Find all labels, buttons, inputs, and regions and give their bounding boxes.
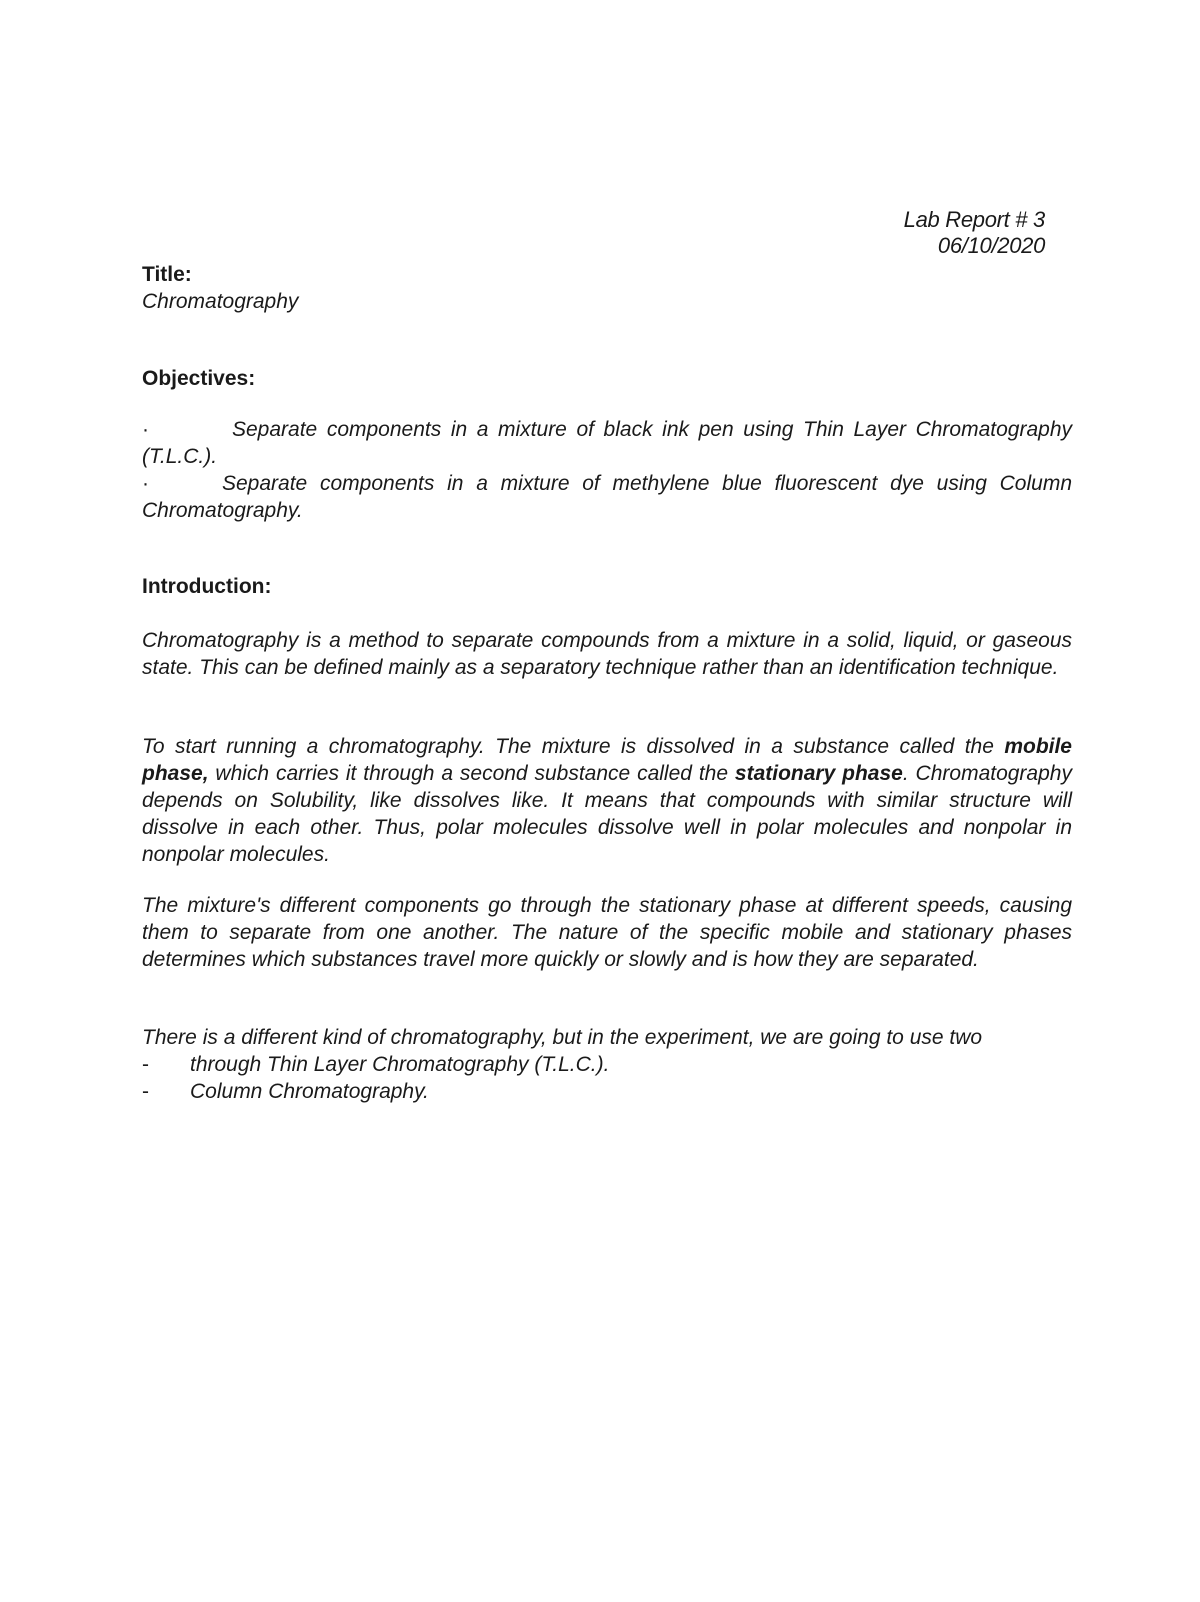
list-item-text: Column Chromatography. <box>190 1080 429 1103</box>
bold-term-stationary-phase: stationary phase <box>734 762 903 785</box>
report-date: 06/10/2020 <box>937 233 1045 258</box>
title-value: Chromatography <box>142 290 299 313</box>
report-header <box>904 207 1045 259</box>
intro-paragraph-3 <box>142 892 1072 973</box>
paragraph: The mixture's different components go through the stationary phase at different speeds, causing them to separate from one another. The nature of the specific mobile and stationary phases determines which substances travel more quickly or slowly and is how they are separated. <box>142 894 1072 971</box>
intro-paragraph-2 <box>142 733 1072 868</box>
introduction-heading: Introduction: <box>142 575 272 598</box>
objectives-list <box>142 416 1072 524</box>
objectives-heading: Objectives: <box>142 367 256 390</box>
paragraph: There is a different kind of chromatography, but in the experiment, we are going to use two <box>142 1026 983 1049</box>
intro-paragraph-1 <box>142 627 1072 681</box>
list-item-text: through Thin Layer Chromatography (T.L.C.). <box>190 1053 610 1076</box>
bold-term-mobile-phase: mobile phase, <box>142 735 1072 785</box>
introduction-section <box>142 574 1072 600</box>
objective-item <box>142 416 1072 470</box>
dash-mark: - <box>142 1080 149 1103</box>
intro-paragraph-4 <box>142 1024 1072 1105</box>
paragraph-text: . Chromatography depends on Solubility, like dissolves like. It means that compounds with similar structure will dissolve in each other. Thus, polar molecules dissolve well in polar molecules and nonpolar in nonpolar molecules. <box>142 762 1072 866</box>
objective-text: Separate components in a mixture of methylene blue fluorescent dye using Column Chromatography. <box>142 472 1072 522</box>
title-heading: Title: <box>142 263 192 286</box>
paragraph <box>142 733 1072 868</box>
paragraph-text: To start running a chromatography. The mixture is dissolved in a substance called the <box>142 735 1005 758</box>
paragraph-text: which carries it through a second substance called the <box>208 762 735 785</box>
objective-item <box>142 470 1072 524</box>
list-item <box>142 1078 1072 1105</box>
objective-text: Separate components in a mixture of black ink pen using Thin Layer Chromatography (T.L.C.). <box>142 418 1072 468</box>
bullet-mark: · <box>142 418 149 441</box>
list-item <box>142 1051 1072 1078</box>
bullet-mark: · <box>142 472 149 495</box>
objectives-section <box>142 366 1072 392</box>
dash-mark: - <box>142 1053 149 1076</box>
paragraph: Chromatography is a method to separate compounds from a mixture in a solid, liquid, or gaseous state. This can be defined mainly as a separatory technique rather than an identification technique. <box>142 629 1072 679</box>
title-section <box>142 262 1072 316</box>
report-label: Lab Report # 3 <box>903 207 1045 232</box>
